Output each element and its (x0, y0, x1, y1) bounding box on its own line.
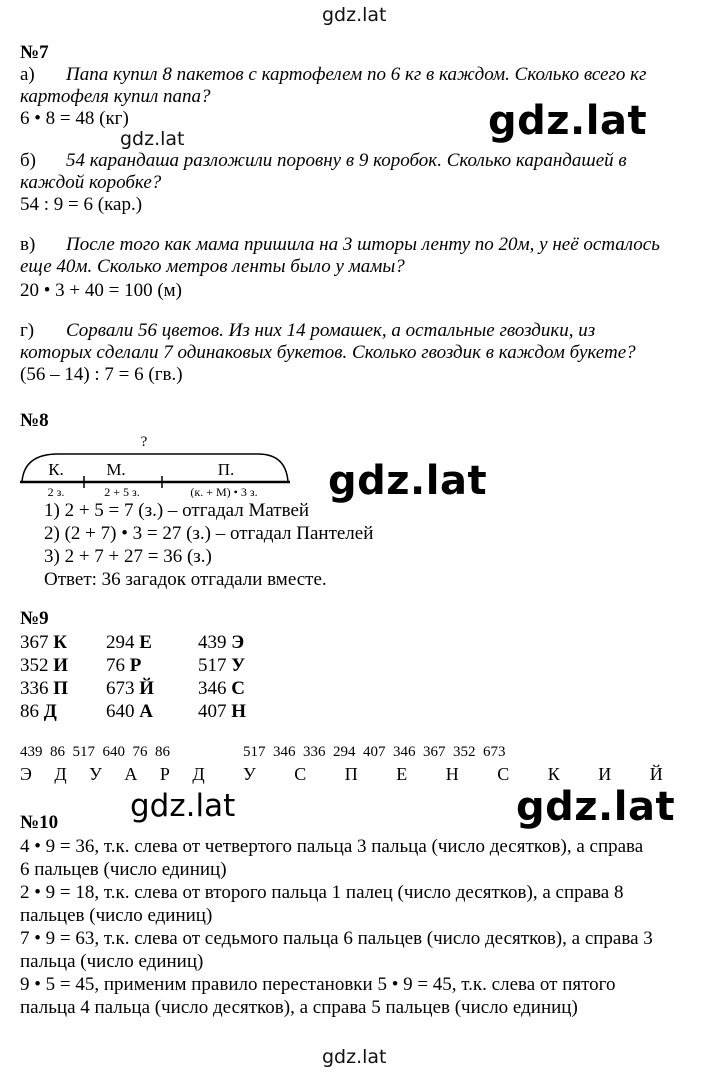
task7-number: №7 (20, 42, 49, 63)
code-cell: 294 Е (106, 632, 152, 653)
task7a-label: а) (20, 64, 35, 85)
task7a-line2: картофеля купил папа? (20, 86, 211, 107)
watermark-big-2: gdz.lat (328, 458, 488, 504)
task7b-line1: 54 карандаша разложили поровну в 9 коробок. Сколько карандашей в (66, 150, 627, 171)
task7v-line2: еще 40м. Сколько метров ленты было у мамы? (20, 256, 405, 277)
code-cell: 86 Д (20, 701, 57, 722)
task7a-answer: 6 • 8 = 48 (кг) (20, 108, 129, 129)
word1-numbers: 439 86 517 640 76 86 (20, 744, 170, 760)
task8-step1: 1) 2 + 5 = 7 (з.) – отгадал Матвей (44, 500, 310, 521)
code-cell: 336 П (20, 678, 69, 699)
task7g-answer: (56 – 14) : 7 = 6 (гв.) (20, 364, 183, 385)
task10-number: №10 (20, 812, 59, 833)
word2-numbers: 517 346 336 294 407 346 367 352 673 (243, 744, 506, 760)
task7b-line2: каждой коробке? (20, 172, 162, 193)
task10-line: 4 • 9 = 36, т.к. слева от четвертого пальца 3 пальца (число десятков), а справа (20, 836, 644, 857)
task10-line: 6 пальцев (число единиц) (20, 859, 227, 880)
word2-letters: У С П Е Н С К И Й (243, 764, 680, 784)
task10-line: 9 • 5 = 45, применим правило перестановки 5 • 9 = 45, т.к. слева от пятого (20, 974, 616, 995)
code-cell: 407 Н (198, 701, 247, 722)
watermark-top: gdz.lat (322, 4, 387, 26)
watermark-bottom: gdz.lat (322, 1046, 387, 1068)
task8-step3: 3) 2 + 7 + 27 = 36 (з.) (44, 546, 212, 567)
task7v-line1: После того как мама пришила на 3 шторы ленту по 20м, у неё осталось (66, 234, 660, 255)
code-cell: 640 А (106, 701, 153, 722)
segment-diagram (18, 430, 293, 498)
code-cell: 439 Э (198, 632, 245, 653)
task9-number: №9 (20, 608, 49, 629)
code-cell: 673 Й (106, 678, 155, 699)
task8-number: №8 (20, 410, 49, 431)
code-cell: 352 И (20, 655, 69, 676)
code-cell: 517 У (198, 655, 246, 676)
diagram-m-label: М. (106, 460, 126, 479)
diagram-question: ? (140, 434, 148, 450)
watermark-big-1: gdz.lat (488, 98, 648, 144)
diagram-k-label: К. (48, 460, 64, 479)
watermark-big-3: gdz.lat (516, 784, 676, 830)
task7g-label: г) (20, 320, 35, 341)
code-cell: 367 К (20, 632, 68, 653)
task7g-line1: Сорвали 56 цветов. Из них 14 ромашек, а остальные гвоздики, из (66, 320, 596, 341)
task10-line: 2 • 9 = 18, т.к. слева от второго пальца 1 палец (число десятков), а справа 8 (20, 882, 624, 903)
task8-answer: Ответ: 36 загадок отгадали вместе. (44, 569, 327, 590)
task8-step2: 2) (2 + 7) • 3 = 27 (з.) – отгадал Пантелей (44, 523, 374, 544)
diagram-p-label: П. (217, 460, 235, 479)
task10-line: 7 • 9 = 63, т.к. слева от седьмого пальца 6 пальцев (число десятков), а справа 3 (20, 928, 653, 949)
task7a-line1: Папа купил 8 пакетов с картофелем по 6 кг в каждом. Сколько всего кг (66, 64, 647, 85)
task7b-answer: 54 : 9 = 6 (кар.) (20, 194, 143, 215)
diagram-k-value: 2 з. (47, 485, 65, 498)
task10-line: пальца (число единиц) (20, 951, 204, 972)
task7v-answer: 20 • 3 + 40 = 100 (м) (20, 280, 183, 301)
word1-letters: Э Д У А Р Д (20, 764, 214, 784)
task10-line: пальца 4 пальца (число десятков), а справа 5 пальцев (число единиц) (20, 997, 578, 1018)
diagram-m-value: 2 + 5 з. (104, 485, 140, 498)
task7b-label: б) (20, 150, 36, 171)
code-cell: 346 С (198, 678, 245, 699)
watermark-mid: gdz.lat (130, 788, 236, 824)
task7g-line2: которых сделали 7 одинаковых букетов. Сколько гвоздик в каждом букете? (20, 342, 636, 363)
task10-line: пальцев (число единиц) (20, 905, 213, 926)
code-cell: 76 Р (106, 655, 142, 676)
watermark-small-1: gdz.lat (120, 128, 185, 150)
diagram-p-value: (к. + М) • 3 з. (190, 485, 258, 498)
task7v-label: в) (20, 234, 36, 255)
